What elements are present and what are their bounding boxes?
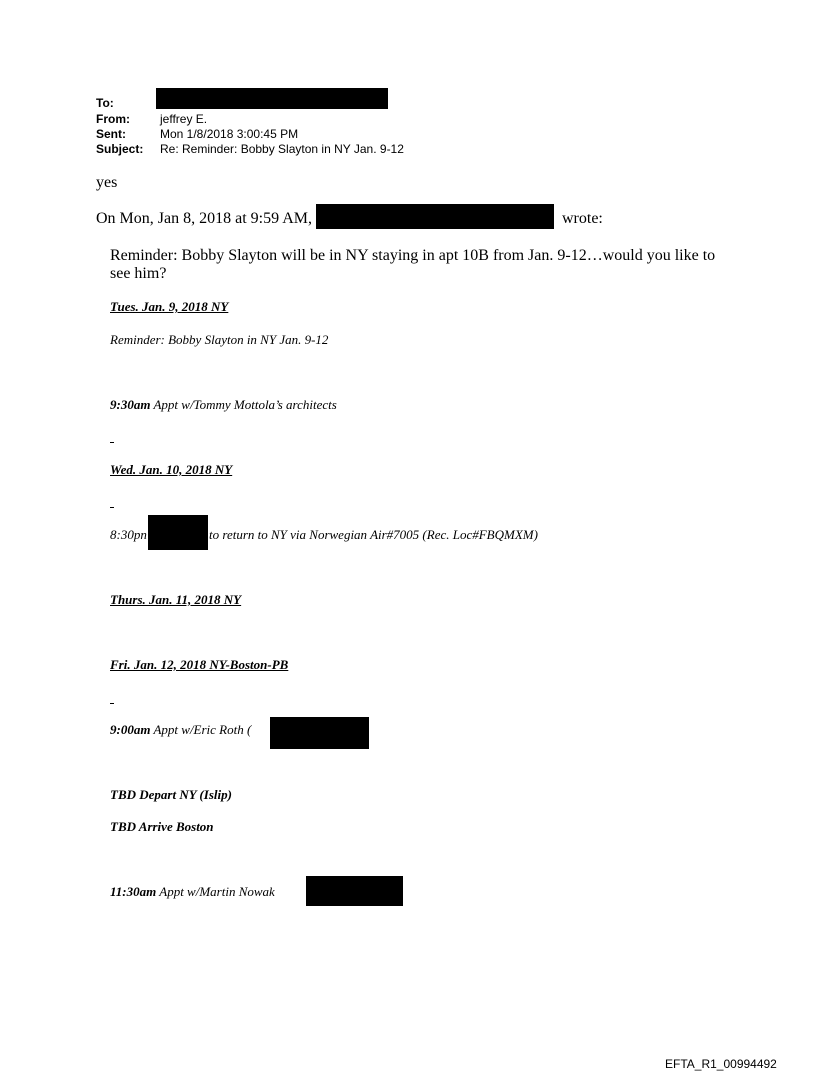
- tue-heading: Tues. Jan. 9, 2018 NY: [110, 299, 229, 314]
- from-label: From:: [96, 112, 130, 126]
- fri-appt2-time: 11:30am: [110, 884, 157, 899]
- redaction-to: [156, 88, 388, 109]
- fri-appt1-text: Appt w/Eric Roth (: [153, 722, 252, 737]
- fri-arrive: TBD Arrive Boston: [110, 819, 214, 834]
- fri-appt1-time: 9:00am: [110, 722, 151, 737]
- sent-label: Sent:: [96, 127, 126, 141]
- from-value: jeffrey E.: [160, 112, 208, 126]
- wed-heading: Wed. Jan. 10, 2018 NY: [110, 462, 233, 477]
- redaction-wed: [148, 515, 208, 550]
- thu-heading: Thurs. Jan. 11, 2018 NY: [110, 592, 242, 607]
- reminder-line-1: Reminder: Bobby Slayton will be in NY staying in apt 10B from Jan. 9-12…would you like to: [110, 247, 716, 264]
- wed-time: 8:30pn: [110, 527, 147, 542]
- dash-mark: [110, 442, 114, 443]
- dash-mark: [110, 507, 114, 508]
- reminder-line-2: see him?: [110, 265, 167, 282]
- document-id: EFTA_R1_00994492: [665, 1057, 777, 1071]
- fri-appt1: [110, 722, 251, 738]
- fri-depart: TBD Depart NY (Islip): [110, 787, 232, 802]
- subject-label: Subject:: [96, 142, 144, 156]
- dash-mark: [110, 703, 114, 704]
- redaction-martin-nowak: [306, 876, 403, 906]
- fri-appt2-text: Appt w/Martin Nowak: [159, 884, 275, 899]
- sent-value: Mon 1/8/2018 3:00:45 PM: [160, 127, 299, 141]
- quote-intro-end: wrote:: [562, 210, 603, 227]
- fri-appt2: [110, 884, 275, 900]
- wed-text: to return to NY via Norwegian Air#7005 (Rec. Loc#FBQMXM): [209, 527, 538, 542]
- tue-appt: [110, 397, 337, 413]
- tue-appt-time: 9:30am: [110, 397, 151, 412]
- to-label: To:: [96, 96, 114, 110]
- subject-value: Re: Reminder: Bobby Slayton in NY Jan. 9-12: [160, 142, 404, 156]
- tue-appt-text: Appt w/Tommy Mottola’s architects: [153, 397, 337, 412]
- redaction-eric-roth: [270, 717, 369, 749]
- tue-note: Reminder: Bobby Slayton in NY Jan. 9-12: [110, 332, 329, 347]
- redaction-sender: [316, 204, 554, 229]
- quote-intro-start: On Mon, Jan 8, 2018 at 9:59 AM,: [96, 210, 312, 227]
- reply-text: yes: [96, 174, 118, 191]
- fri-heading: Fri. Jan. 12, 2018 NY-Boston-PB: [110, 657, 289, 672]
